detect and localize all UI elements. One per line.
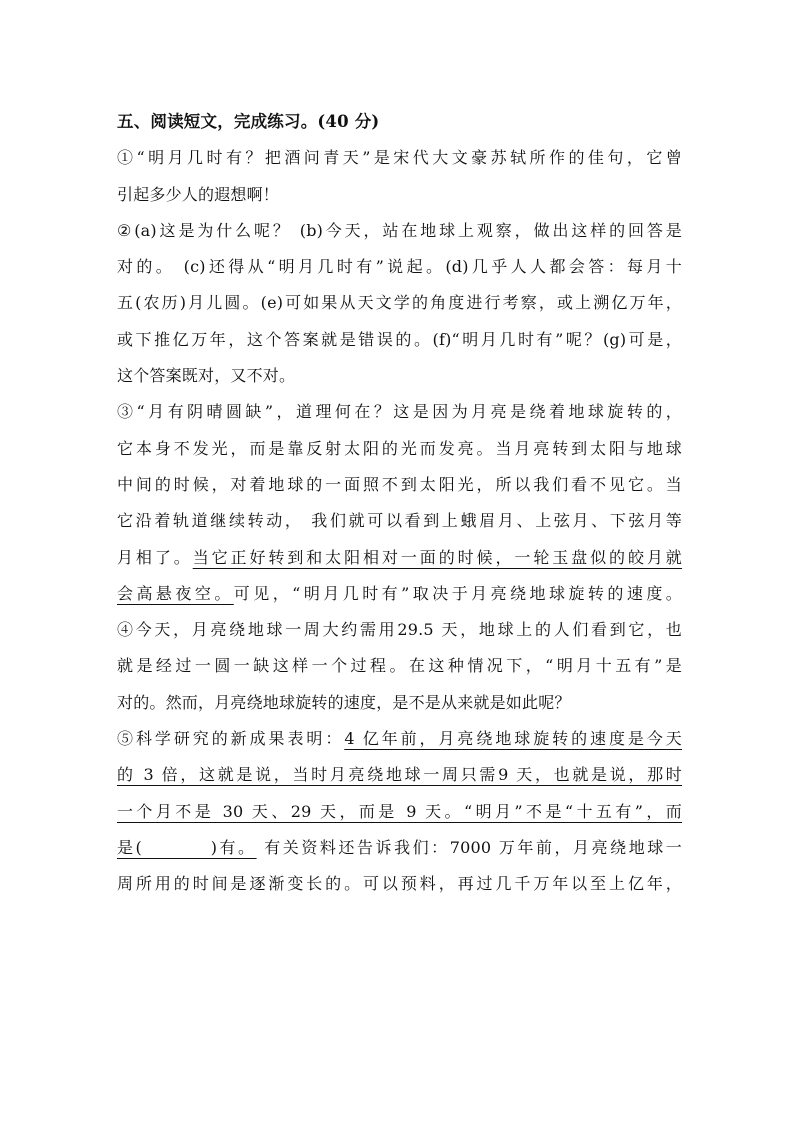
- passage-line: [117, 431, 682, 467]
- line-text: ②(a)这是为什么呢？ (b)今天，站在地球上观察，做出这样的回答是: [117, 220, 682, 240]
- line-text: ⑤科学研究的新成果表明：: [117, 729, 345, 749]
- section-heading: 五、阅读短文，完成练习。(40 分): [117, 112, 380, 131]
- passage-line: [117, 503, 682, 539]
- line-text: 可见，“明月几时有”取决于月亮绕地球旋转的速度。: [233, 583, 682, 603]
- passage-line: [117, 794, 682, 830]
- line-text: ④今天，月亮绕地球一周大约需用29.5 天，地球上的人们看到它，也: [117, 620, 682, 640]
- line-text: 对的。然而，月亮绕地球旋转的速度，是不是从来就是如此呢？: [117, 692, 571, 712]
- passage-line: [117, 140, 682, 176]
- passage-line: [117, 648, 682, 684]
- passage-line: [117, 540, 682, 576]
- underlined-sentence: 4 亿年前，月亮绕地球旋转的速度是今天: [344, 729, 682, 749]
- passage-line: [117, 757, 682, 793]
- line-text: 它本身不发光，而是靠反射太阳的光而发亮。当月亮转到太阳与地球: [117, 438, 682, 458]
- line-text: 这个答案既对，又不对。: [117, 366, 296, 386]
- line-text: 就是经过一圆一缺这样一个过程。在这种情况下，“明月十五有”是: [117, 656, 682, 676]
- line-text: ③“月有阴晴圆缺”，道理何在？这是因为月亮是绕着地球旋转的，: [117, 402, 682, 422]
- line-text: ①“明月几时有？把酒问青天”是宋代大文豪苏轼所作的佳句，它曾: [117, 148, 682, 168]
- passage-line: [117, 249, 682, 285]
- passage-line: [117, 358, 682, 394]
- line-text: 月相了。: [117, 547, 193, 567]
- line-text: 它沿着轨道继续转动， 我们就可以看到上蛾眉月、上弦月、下弦月等: [117, 511, 682, 531]
- reading-passage: [117, 104, 682, 903]
- passage-line: [117, 467, 682, 503]
- passage-line: [117, 213, 682, 249]
- passage-line: [117, 866, 682, 902]
- passage-line: [117, 394, 682, 430]
- underlined-sentence: 一个月不是 30 天、29 天，而是 9 天。“明月”不是“十五有”，而: [117, 801, 682, 821]
- passage-line: [117, 177, 682, 213]
- line-text: 对的。 (c)还得从“明月几时有”说起。(d)几乎人人都会答：每月十: [117, 257, 682, 277]
- underlined-sentence: 的 3 倍，这就是说，当时月亮绕地球一周只需9 天，也就是说，那时: [117, 765, 682, 785]
- passage-line: [117, 830, 682, 866]
- passage-line: [117, 322, 682, 358]
- line-text: 五(农历)月儿圆。(e)可如果从天文学的角度进行考察，或上溯亿万年，: [117, 293, 682, 313]
- passage-line: [117, 721, 682, 757]
- line-text: 中间的时候，对着地球的一面照不到太阳光，所以我们看不见它。当: [117, 474, 682, 494]
- passage-line: [117, 612, 682, 648]
- line-text: 周所用的时间是逐渐变长的。可以预料，再过几千万年以至上亿年，: [117, 874, 682, 894]
- passage-line: [117, 685, 682, 721]
- passage-line: [117, 285, 682, 321]
- underlined-sentence: 会高悬夜空。: [117, 583, 234, 603]
- underlined-sentence: 当它正好转到和太阳相对一面的时候，一轮玉盘似的皎月就: [192, 547, 682, 567]
- line-text: 或下推亿万年，这个答案就是错误的。(f)“明月几时有”呢？(g)可是，: [117, 329, 682, 349]
- line-text: 有关资料还告诉我们：7000 万年前，月亮绕地球一: [256, 837, 683, 857]
- line-text: 引起多少人的遐想啊！: [117, 184, 280, 204]
- passage-line: [117, 576, 682, 612]
- fill-in-blank-sentence: 是( )有。: [117, 837, 257, 857]
